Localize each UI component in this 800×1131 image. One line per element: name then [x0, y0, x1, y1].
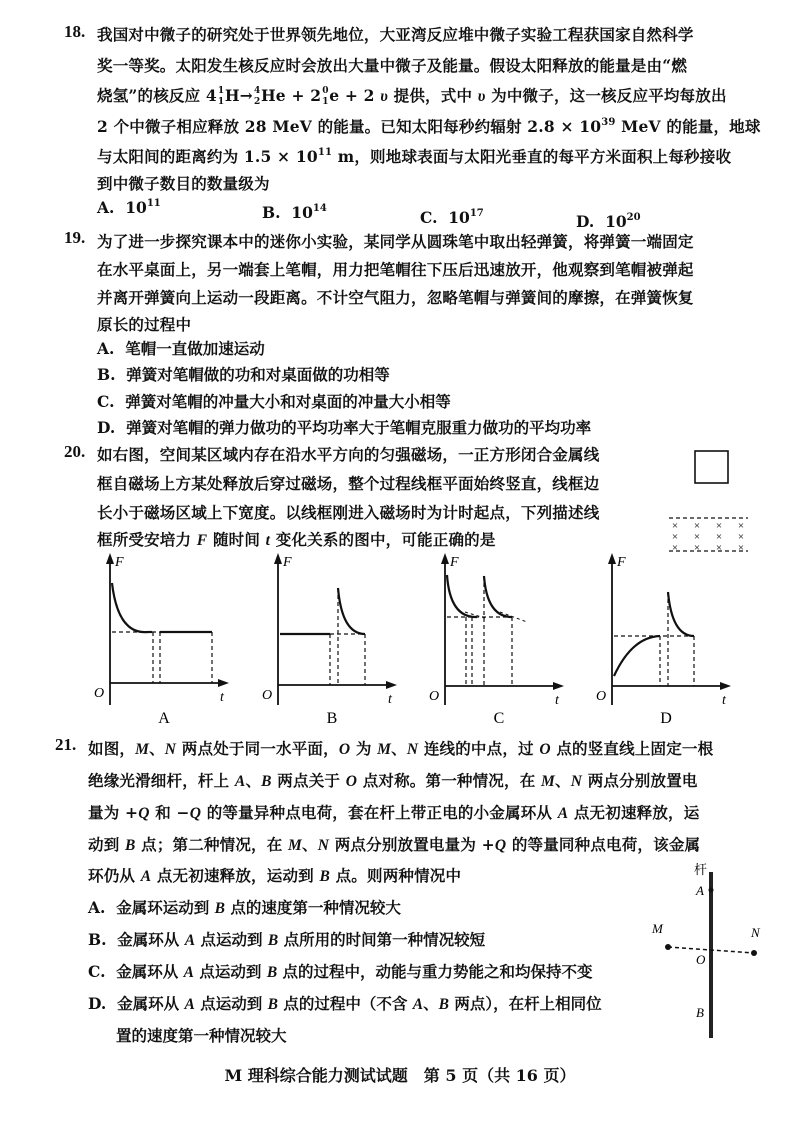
x-axis-label: t [555, 693, 559, 708]
q18-line-1: 我国对中微子的研究处于世界领先地位，大亚湾反应堆中微子实验工程获国家自然科学 [97, 25, 694, 44]
q18-nu-symbol: υ [380, 88, 389, 105]
q18-reaction-h: H→ [224, 86, 253, 105]
field-cross-mark: × [671, 542, 679, 554]
q20-line-4-mid: 随时间 [207, 530, 266, 549]
charge-m [665, 944, 671, 950]
text-segment: 点所用的时间第一种情况较短 [278, 930, 486, 949]
option-label: A. [88, 898, 106, 917]
text-segment: 绝缘光滑细杆，杆上 [88, 771, 235, 790]
q20-line-2: 框自磁场上方某处释放后穿过磁场，整个过程线框平面始终竖直，线框边 [97, 474, 600, 493]
q21-option-d[interactable] [88, 992, 602, 1014]
option-label: B. [262, 203, 281, 222]
option-text: 弹簧对笔帽的弹力做功的平均功率大于笔帽克服重力做功的平均功率 [126, 418, 592, 437]
text-segment: 点运动到 [195, 930, 268, 949]
variable: N [570, 773, 583, 790]
graph-a [94, 553, 229, 727]
text-segment: 金属环运动到 [116, 898, 215, 917]
q18-line-4-text: 2 个中微子相应释放 28 MeV 的能量。已知太阳每秒约辐射 2.8 × 10 [97, 117, 602, 136]
text-segment: 量为 + [88, 803, 139, 822]
text-segment: 点无初速释放，运动到 [151, 866, 320, 885]
q18-line-6: 到中微子数目的数量级为 [97, 174, 270, 193]
graph-option-label: D [660, 710, 672, 727]
q21-line-1 [88, 737, 713, 759]
variable: M [135, 741, 150, 758]
option-label: D. [576, 212, 595, 231]
field-cross-mark: × [693, 531, 701, 543]
origin-label: O [429, 689, 440, 704]
text-segment: 、 [149, 739, 165, 758]
option-label: B. [97, 365, 116, 384]
insulating-rod [709, 872, 713, 1038]
q19-option-b[interactable] [97, 363, 390, 385]
graph-d [596, 553, 731, 727]
text-segment: 、 [423, 994, 439, 1013]
x-axis-arrow [720, 682, 731, 690]
x-axis-label: t [220, 690, 224, 705]
y-axis-arrow [106, 553, 114, 564]
text-segment: 、 [245, 771, 262, 790]
variable: O [345, 773, 358, 790]
option-base: 10 [291, 203, 313, 222]
field-cross-mark: × [671, 520, 679, 532]
q20-line-1: 如右图，空间某区域内存在沿水平方向的匀强磁场，一正方形闭合金属线 [97, 445, 600, 464]
option-text: 弹簧对笔帽的冲量大小和对桌面的冲量大小相等 [125, 392, 451, 411]
field-cross-mark: × [737, 542, 745, 554]
text-segment: 、 [391, 739, 407, 758]
nuclide-he-charge: 2 [253, 97, 261, 107]
nuclide-e-mass: 0 [322, 86, 329, 96]
text-segment: 动到 [88, 835, 125, 854]
option-label: D. [97, 418, 116, 437]
variable: A [184, 996, 195, 1013]
x-axis-arrow [553, 682, 564, 690]
text-segment: 为 [350, 739, 378, 758]
square-wire-frame [695, 451, 728, 483]
text-segment: 点运动到 [194, 962, 267, 981]
graph-option-label: A [158, 710, 170, 727]
nuclide-h [217, 86, 225, 107]
q18-line-5-exponent: 11 [317, 147, 333, 158]
option-exponent: 20 [626, 212, 641, 223]
text-segment: 点运动到 [194, 994, 268, 1013]
variable: B [214, 900, 225, 917]
field-cross-mark: × [737, 520, 745, 532]
point-n-label: N [751, 925, 760, 940]
option-base: 10 [605, 212, 627, 231]
variable: N [164, 741, 177, 758]
text-segment: 、 [555, 771, 571, 790]
text-segment: 点的过程中（不含 [277, 994, 413, 1013]
option-label: A. [97, 339, 115, 358]
text-segment: 连线的中点，过 [418, 739, 540, 758]
point-m-label: M [652, 921, 663, 936]
graph-b [262, 553, 397, 727]
variable: A [557, 805, 569, 822]
option-base: 10 [448, 208, 470, 227]
q19-option-a[interactable] [97, 337, 265, 359]
text-segment: 点的速度第一种情况较大 [224, 898, 401, 917]
q21-option-b[interactable] [88, 928, 485, 950]
text-segment: 、 [302, 835, 318, 854]
text-segment: 两点关于 [271, 771, 346, 790]
y-axis-arrow [441, 553, 449, 564]
variable: A [234, 773, 246, 790]
option-label: C. [420, 208, 438, 227]
question-19-number: 19. [64, 228, 86, 247]
x-axis-label: t [722, 693, 726, 708]
variable: N [317, 837, 330, 854]
variable: A [140, 868, 152, 885]
q20-variable-f: F [196, 532, 208, 549]
variable: Q [494, 837, 507, 854]
variable: B [261, 773, 272, 790]
q18-line-5-post: m，则地球表面与太阳光垂直的每平方米面积上每秒接收 [332, 147, 732, 166]
y-axis-label: F [450, 555, 459, 570]
variable: M [288, 837, 303, 854]
variable: B [125, 837, 136, 854]
text-segment: 如图， [88, 739, 136, 758]
variable: B [266, 964, 278, 981]
q18-line-5-pre: 与太阳间的距离约为 1.5 × 10 [97, 147, 318, 166]
y-axis-label: F [617, 555, 626, 570]
graph-option-label: C [493, 710, 505, 727]
option-text: 笔帽一直做加速运动 [125, 339, 265, 358]
option-exponent: 14 [312, 203, 327, 214]
q18-nu-symbol-2: υ [477, 88, 486, 105]
q20-line-4-pre: 框所受安培力 [97, 530, 197, 549]
variable: B [319, 868, 330, 885]
rod-label: 杆 [694, 863, 708, 878]
text-segment: 两点分别放置电量为 + [329, 835, 495, 854]
q18-line-3-post2: 为中微子，这一核反应平均每放出 [485, 86, 727, 105]
y-axis-label: F [115, 555, 124, 570]
origin-label: O [596, 689, 607, 704]
q19-line-4: 原长的过程中 [97, 315, 192, 334]
page-footer: M 理科综合能力测试试题 第 5 页（共 16 页） [224, 1066, 576, 1085]
q18-line-4-post: MeV 的能量，地球 [615, 117, 761, 136]
point-a-label: A [696, 883, 704, 898]
point-b-label: B [696, 1005, 704, 1020]
text-segment: 金属环从 [117, 930, 185, 949]
variable: N [406, 741, 419, 758]
variable: B [438, 996, 449, 1013]
option-label: D. [88, 994, 107, 1013]
text-segment: 点无初速释放，运 [568, 803, 700, 822]
q19-line-1: 为了进一步探究课本中的迷你小实验，某同学从圆珠笔中取出轻弹簧，将弹簧一端固定 [97, 232, 694, 251]
q21-line-4 [88, 833, 700, 855]
q19-option-c[interactable] [97, 390, 451, 412]
nuclide-e [321, 86, 329, 107]
q18-reaction-he: He + 2 [260, 86, 322, 105]
force-curve [614, 636, 660, 676]
text-segment: 点对称。第一种情况，在 [357, 771, 542, 790]
q18-option-a[interactable] [97, 198, 161, 217]
option-exponent: 17 [469, 208, 484, 219]
text-segment: 金属环从 [117, 994, 185, 1013]
charge-n [751, 950, 757, 956]
q21-option-a[interactable] [88, 896, 401, 918]
variable: O [539, 741, 551, 758]
force-curve [112, 583, 148, 632]
q18-option-d[interactable] [576, 212, 641, 231]
force-curve [447, 575, 477, 617]
text-segment: 两点），在杆上相同位 [448, 994, 602, 1013]
origin-label: O [94, 686, 105, 701]
graph-option-label: B [326, 710, 338, 727]
text-segment: 金属环从 [116, 962, 184, 981]
option-exponent: 11 [146, 198, 161, 209]
variable: B [267, 932, 279, 949]
y-axis-arrow [274, 553, 282, 564]
q18-reaction-e: e + 2 [329, 86, 381, 105]
force-curve [338, 588, 365, 634]
field-cross-mark: × [737, 531, 745, 543]
x-axis-arrow [218, 679, 229, 687]
variable: M [541, 773, 555, 790]
field-cross-mark: × [693, 520, 701, 532]
q21-option-d-continued: 置的速度第一种情况较大 [116, 1026, 287, 1045]
text-segment: 环仍从 [88, 866, 141, 885]
q21-line-5 [88, 864, 461, 886]
option-label: B. [88, 930, 107, 949]
q20-line-4 [97, 528, 496, 550]
q19-option-d[interactable] [97, 416, 591, 438]
q21-line-2 [88, 769, 698, 791]
q21-option-c[interactable] [88, 960, 593, 982]
field-cross-mark: × [671, 531, 679, 543]
text-segment: 点；第二种情况，在 [135, 835, 289, 854]
nuclide-h-mass: 1 [217, 86, 225, 96]
field-cross-mark: × [715, 531, 723, 543]
y-axis-arrow [608, 553, 616, 564]
magnetic-field-figure [668, 448, 745, 558]
text-segment: 两点处于同一水平面， [176, 739, 339, 758]
q18-line-3-post: 提供，式中 [388, 86, 478, 105]
variable: A [183, 964, 195, 981]
q20-line-3: 长小于磁场区域上下宽度。以线框刚进入磁场时为计时起点，下列描述线 [97, 503, 600, 522]
variable: M [377, 741, 392, 758]
q19-line-2: 在水平桌面上，另一端套上笔帽，用力把笔帽往下压后迅速放开，他观察到笔帽被弹起 [97, 260, 694, 279]
rod-charge-figure [630, 860, 780, 1060]
q19-line-3: 并离开弹簧向上运动一段距离。不计空气阻力，忽略笔帽与弹簧间的摩擦，在弹簧恢复 [97, 288, 694, 307]
question-18-number: 18. [64, 22, 86, 41]
text-segment: 的等量异种点电荷，套在杆上带正电的小金属环从 [201, 803, 558, 822]
field-cross-mark: × [693, 542, 701, 554]
force-curve [484, 576, 512, 617]
variable: O [338, 741, 351, 758]
point-a [709, 888, 714, 893]
variable: Q [189, 805, 202, 822]
text-segment: 和 − [149, 803, 190, 822]
point-o-label: O [696, 952, 706, 967]
field-marks [672, 520, 744, 554]
origin-label: O [262, 688, 273, 703]
x-axis-label: t [388, 692, 392, 707]
option-label: A. [97, 198, 115, 217]
nuclide-h-charge: 1 [217, 97, 225, 107]
option-label: C. [88, 962, 106, 981]
field-cross-mark: × [715, 520, 723, 532]
text-segment: 两点分别放置电 [582, 771, 698, 790]
q18-line-4 [97, 115, 761, 137]
y-axis-label: F [283, 555, 292, 570]
q20-line-4-post: 变化关系的图中，可能正确的是 [270, 530, 496, 549]
q18-option-b[interactable] [262, 203, 327, 222]
x-axis-arrow [386, 681, 397, 689]
ft-graphs [60, 550, 780, 730]
field-cross-mark: × [715, 542, 723, 554]
variable: A [412, 996, 424, 1013]
q20-variable-t: t [265, 532, 271, 549]
q18-line-2: 奖一等奖。太阳发生核反应时会放出大量中微子及能量。假设太阳释放的能量是由“燃 [97, 56, 688, 75]
q18-line-3-pre: 烧氢”的核反应 4 [97, 86, 217, 105]
q18-line-5 [97, 145, 731, 167]
question-20-number: 20. [64, 442, 86, 461]
option-label: C. [97, 392, 115, 411]
option-text: 弹簧对笔帽做的功和对桌面做的功相等 [126, 365, 390, 384]
nuclide-e-charge: 1 [322, 97, 329, 107]
nuclide-he-mass: 4 [253, 86, 261, 96]
text-segment: 的等量同种点电荷，该金属 [506, 835, 701, 854]
text-segment: 点的过程中，动能与重力势能之和均保持不变 [277, 962, 593, 981]
variable: Q [138, 805, 150, 822]
q18-line-3 [97, 84, 727, 106]
text-segment: 点。则两种情况中 [330, 866, 462, 885]
question-21-number: 21. [55, 735, 77, 754]
variable: A [184, 932, 196, 949]
q18-option-c[interactable] [420, 208, 484, 227]
q21-line-3 [88, 801, 699, 823]
variable: B [267, 996, 278, 1013]
nuclide-he [253, 86, 261, 107]
text-segment: 点的竖直线上固定一根 [550, 739, 714, 758]
q18-line-4-exponent: 39 [601, 117, 616, 128]
graph-c [429, 553, 564, 727]
option-base: 10 [125, 198, 147, 217]
force-curve [668, 592, 694, 636]
